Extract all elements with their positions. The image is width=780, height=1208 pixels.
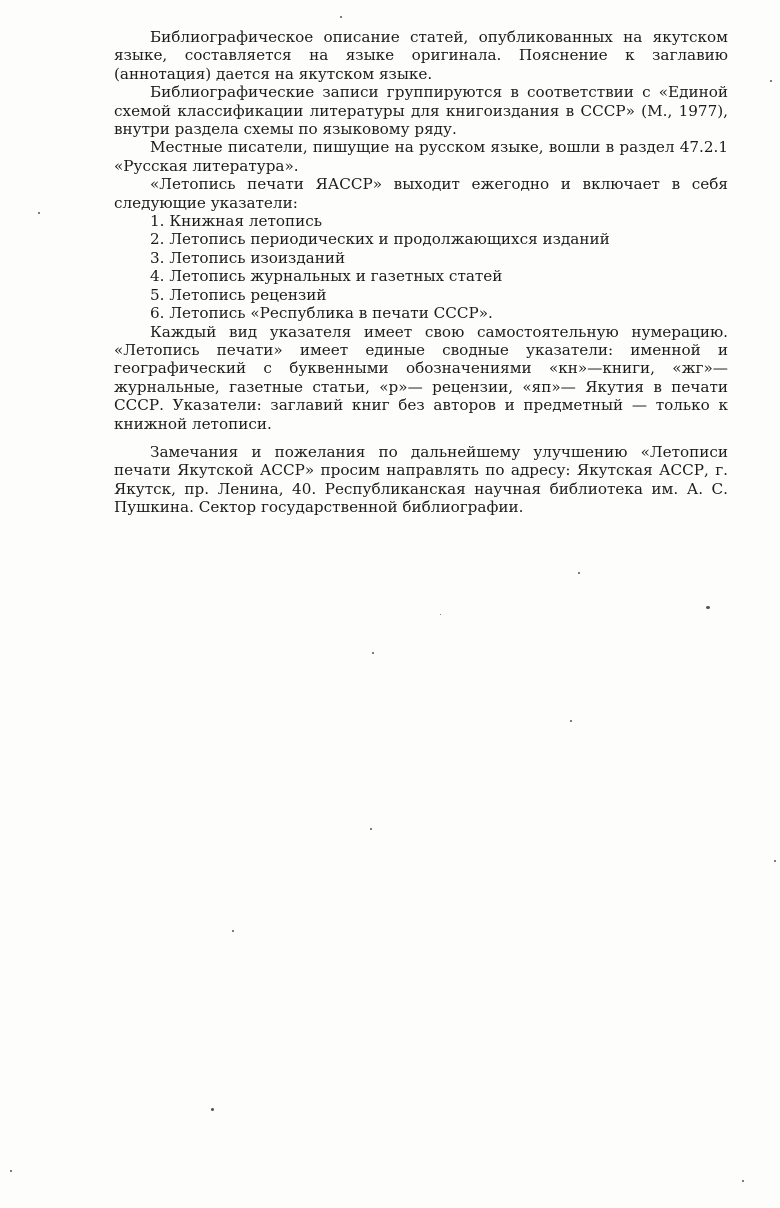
speck	[706, 606, 710, 609]
speck	[340, 16, 342, 18]
paragraph-local-writers: Местные писатели, пишущие на русском языке, вошли в раздел 47.2.1 «Русская литература».	[114, 138, 728, 175]
list-item: 5. Летопись рецензий	[150, 285, 327, 304]
speck	[232, 930, 234, 932]
paragraph-numbering: Каждый вид указателя имеет свою самостоятельную нумерацию. «Летопись печати» имеет единые сводные указатели: именной и географический с буквенными обозначениями «кн»—книги, «жг»— журнальные, газетные статьи, «р»— рецензии, «яп»— Якутия в печати СССР. Указатели: заглавий книг без авторов и предметный — только к книжной летописи.	[114, 322, 728, 433]
list-item: 6. Летопись «Республика в печати СССР».	[150, 304, 493, 323]
paragraph-annual-issue: «Летопись печати ЯАССР» выходит ежегодно и включает в себя следующие указатели:	[114, 175, 728, 212]
list-item: 1. Книжная летопись	[150, 212, 323, 231]
speck	[372, 652, 374, 654]
speck	[211, 1108, 214, 1111]
paragraph-grouping: Библиографические записи группируются в соответствии с «Единой схемой классификации литературы для книгоиздания в СССР» (М., 1977), внутри раздела схемы по языковому ряду.	[114, 83, 728, 139]
speck	[570, 720, 572, 722]
list-item: 3. Летопись изоизданий	[150, 248, 346, 267]
list-item: 4. Летопись журнальных и газетных статей	[150, 267, 503, 286]
text-block	[114, 28, 728, 517]
speck	[742, 1180, 744, 1182]
list-item: 2. Летопись периодических и продолжающихся изданий	[150, 230, 610, 249]
indexes-list	[114, 212, 728, 322]
speck	[38, 212, 40, 214]
speck	[10, 1170, 12, 1172]
speck	[370, 828, 372, 830]
speck	[774, 860, 776, 862]
paragraph-contact-address: Замечания и пожелания по дальнейшему улучшению «Летописи печати Якутской АССР» просим направлять по адресу: Якутская АССР, г. Якутск, пр. Ленина, 40. Республиканская научная библиотека им. А. С. Пушкина. Сектор государственной библиографии.	[114, 442, 728, 517]
speck	[440, 614, 441, 615]
speck	[578, 572, 580, 574]
paragraph-transcription-rules: Библиографическое описание статей, опубликованных на якутском языке, составляется на языке оригинала. Пояснение к заглавию (аннотация) дается на якутском языке.	[114, 28, 728, 83]
speck	[770, 80, 772, 82]
